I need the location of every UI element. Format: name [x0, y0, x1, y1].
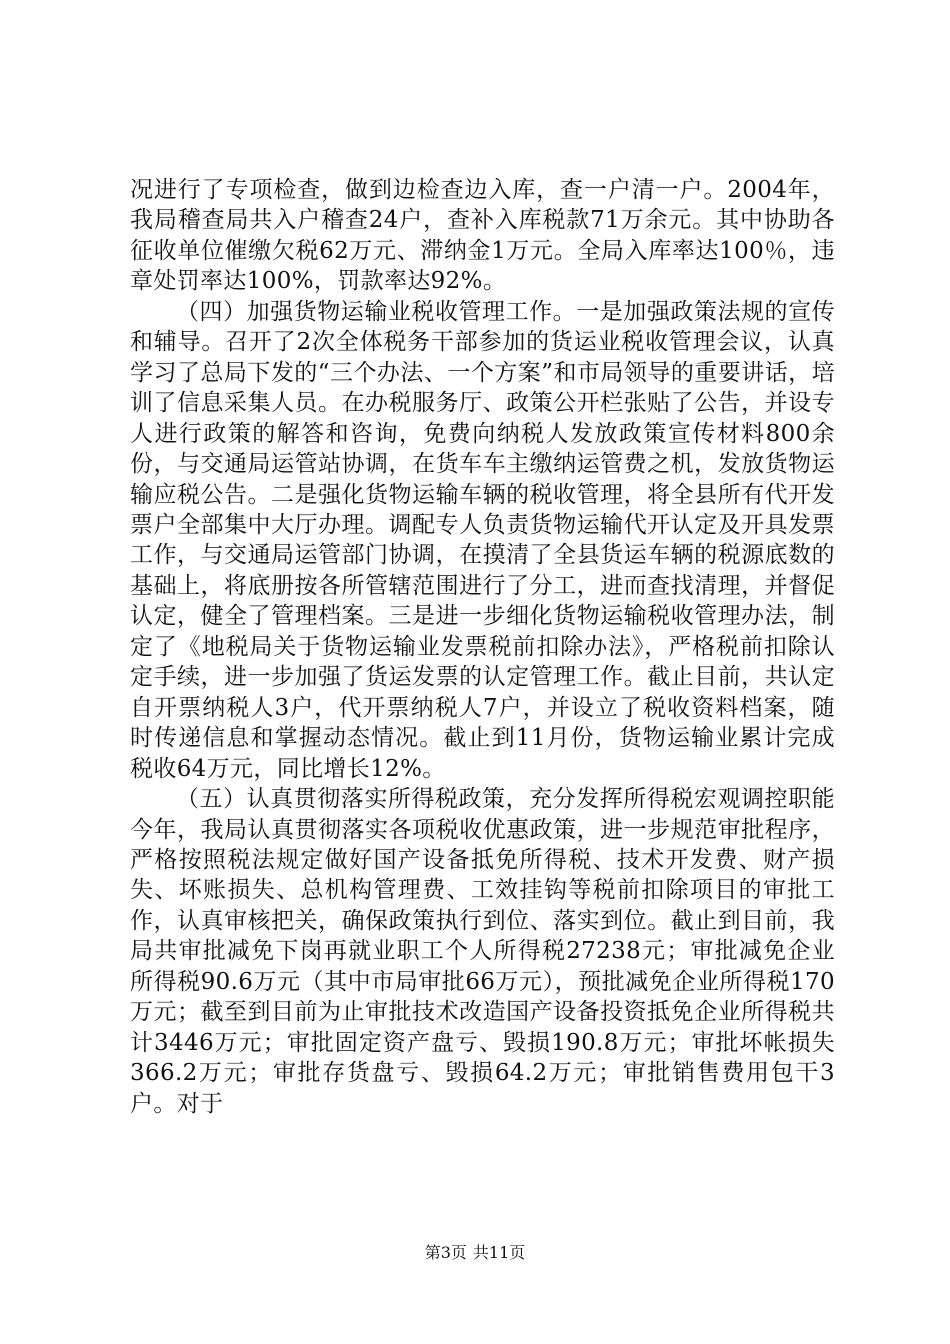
paragraph-income-tax: （五）认真贯彻落实所得税政策，充分发挥所得税宏观调控职能今年，我局认真贯彻落实各项税收优惠政策，进一步规范审批程序，严格按照税法规定做好国产设备抵免所得税、技术开发费、财产损失、坏账损失、总机构管理费、工效挂钩等税前扣除项目的审批工作，认真审核把关，确保政策执行到位、落实到位。截止到目前，我局共审批减免下岗再就业职工个人所得税27238元；审批减免企业所得税90.6万元（其中市局审批66万元），预批减免企业所得税170万元；截至到目前为止审批技术改造国产设备投资抵免企业所得税共计3446万元；审批固定资产盘亏、毁损190.8万元；审批坏帐损失366.2万元；审批存货盘亏、毁损64.2万元；审批销售费用包干3户。对于: [130, 786, 835, 1117]
body-text: [130, 175, 835, 1119]
paragraph-freight-tax: （四）加强货物运输业税收管理工作。一是加强政策法规的宣传和辅导。召开了2次全体税务干部参加的货运业税收管理会议，认真学习了总局下发的“三个办法、一个方案”和市局领导的重要讲话，培训了信息采集人员。在办税服务厅、政策公开栏张贴了公告，并设专人进行政策的解答和咨询，免费向纳税人发放政策宣传材料800余份，与交通局运管站协调，在货车车主缴纳运管费之机，发放货物运输应税公告。二是强化货物运输车辆的税收管理，将全县所有代开发票户全部集中大厅办理。调配专人负责货物运输代开认定及开具发票工作，与交通局运管部门协调，在摸清了全县货运车辆的税源底数的基础上，将底册按各所管辖范围进行了分工，进而查找清理，并督促认定，健全了管理档案。三是进一步细化货物运输税收管理办法，制定了《地税局关于货物运输业发票税前扣除办法》，严格税前扣除认定手续，进一步加强了货运发票的认定管理工作。截止目前，共认定自开票纳税人3户，代开票纳税人7户，并设立了税收资料档案，随时传递信息和掌握动态情况。截止到11月份，货物运输业累计完成税收64万元，同比增长12%。: [130, 298, 835, 782]
page-total: 共11页: [472, 1243, 526, 1262]
page-number: 第3页: [424, 1243, 467, 1262]
paragraph-continuation: 况进行了专项检查，做到边检查边入库，查一户清一户。2004年，我局稽查局共入户稽查24户，查补入库税款71万余元。其中协助各征收单位催缴欠税62万元、滞纳金1万元。全局入库率达100％，违章处罚率达100%，罚款率达92%。: [130, 177, 835, 295]
page-footer: [0, 1243, 950, 1263]
